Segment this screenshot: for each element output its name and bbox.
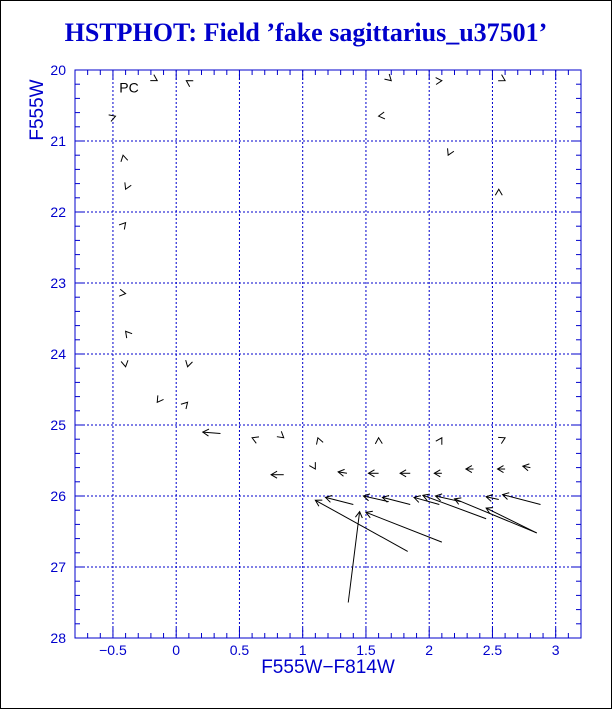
vector-arrow	[448, 148, 454, 155]
y-tick-label: 20	[50, 62, 66, 78]
vector-arrow	[523, 464, 531, 471]
vector-arrow	[498, 75, 505, 81]
arrow-head	[498, 75, 505, 81]
vector-arrow	[368, 470, 378, 477]
arrow-head	[384, 74, 391, 81]
x-tick-label: 2	[425, 642, 434, 658]
arrow-head	[379, 112, 385, 119]
arrows	[109, 74, 541, 602]
vector-arrow	[486, 508, 537, 533]
arrow-head	[436, 78, 442, 85]
arrow-head	[157, 395, 163, 402]
vector-arrow	[203, 429, 221, 436]
arrow-head	[252, 437, 259, 443]
vector-arrow	[325, 496, 353, 505]
vector-arrow	[271, 471, 284, 478]
vector-arrow	[382, 496, 410, 505]
vector-arrow	[366, 511, 442, 542]
vector-arrow	[109, 115, 116, 122]
vector-arrow	[252, 437, 259, 443]
x-tick-label: 0	[172, 642, 181, 658]
axis-ticks	[50, 62, 581, 658]
arrow-shaft	[503, 495, 541, 505]
vector-arrow	[503, 493, 541, 505]
arrow-head	[495, 189, 502, 195]
y-tick-label: 22	[50, 204, 66, 220]
vector-arrow	[309, 462, 315, 469]
arrow-head	[119, 289, 125, 296]
x-tick-label: −0.5	[99, 642, 127, 658]
arrow-head	[119, 223, 126, 230]
x-axis-title: F555W−F814W	[261, 657, 395, 678]
vector-arrow	[400, 470, 410, 477]
vector-arrow	[150, 75, 157, 81]
x-tick-label: 2.5	[482, 642, 503, 658]
vector-arrow	[315, 500, 407, 551]
vector-arrow	[423, 494, 486, 519]
vector-arrow	[455, 498, 537, 533]
arrow-head	[309, 462, 315, 469]
arrow-head	[498, 437, 505, 443]
y-tick-label: 25	[50, 417, 66, 433]
arrow-shaft	[455, 499, 537, 533]
arrow-shaft	[348, 512, 359, 603]
vector-arrow	[126, 331, 133, 338]
vector-arrow	[379, 112, 385, 119]
arrow-head	[436, 438, 442, 445]
vector-arrow	[181, 402, 188, 409]
y-tick-label: 24	[50, 346, 66, 362]
y-axis-title: F555W	[27, 79, 48, 141]
chart-title: HSTPHOT: Field ’fake sagittarius_u37501’	[64, 18, 548, 47]
vector-arrow	[121, 360, 128, 367]
vector-arrow	[434, 470, 442, 477]
vector-arrow	[495, 189, 502, 195]
arrow-head	[126, 331, 133, 338]
arrow-head	[375, 438, 382, 444]
arrow-head	[109, 115, 116, 122]
arrow-shaft	[366, 512, 442, 542]
arrow-head	[277, 431, 284, 438]
vector-arrow	[277, 431, 284, 438]
field-label: PC	[119, 79, 139, 96]
vector-arrow	[436, 78, 442, 85]
y-tick-label: 23	[50, 275, 66, 291]
vector-arrow	[375, 438, 382, 444]
vector-arrow	[157, 395, 163, 402]
vector-arrow	[186, 81, 193, 87]
vector-arrow	[316, 438, 323, 445]
arrow-shaft	[315, 500, 407, 551]
arrow-shaft	[486, 508, 537, 533]
grid-lines	[75, 70, 581, 638]
vector-arrow	[125, 182, 131, 189]
y-tick-label: 26	[50, 488, 66, 504]
vector-arrow	[119, 289, 125, 296]
y-tick-label: 27	[50, 559, 66, 575]
arrow-shaft	[203, 432, 221, 433]
vector-arrow	[498, 437, 505, 443]
arrow-head	[186, 360, 193, 367]
x-tick-label: 1	[298, 642, 307, 658]
x-tick-label: 3	[551, 642, 560, 658]
arrow-head	[316, 438, 323, 445]
y-tick-label: 21	[50, 133, 66, 149]
arrow-head	[125, 182, 131, 189]
x-tick-label: 1.5	[356, 642, 376, 658]
vector-arrow	[119, 223, 126, 230]
vector-arrow	[436, 438, 442, 445]
arrow-head	[448, 148, 454, 155]
vector-arrow	[186, 360, 193, 367]
arrow-head	[121, 155, 128, 162]
arrow-head	[121, 360, 128, 367]
vector-arrow	[121, 155, 128, 162]
arrow-head	[181, 402, 188, 409]
vector-arrow	[338, 469, 347, 476]
vector-arrow	[466, 466, 474, 473]
y-tick-label: 28	[50, 630, 66, 646]
vector-arrow	[436, 494, 461, 502]
vector-arrow	[384, 74, 391, 81]
vector-arrow	[498, 466, 506, 473]
arrow-head	[186, 81, 193, 87]
arrow-head	[150, 75, 157, 81]
x-tick-label: 0.5	[229, 642, 250, 658]
